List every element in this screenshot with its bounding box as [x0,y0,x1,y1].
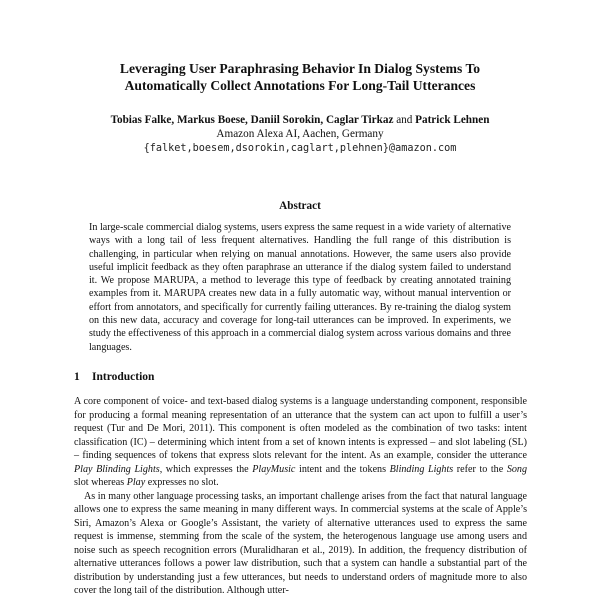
abstract-body [89,221,511,354]
authors-and: and [396,114,413,126]
intro-p1-text-f: expresses no slot. [145,477,219,488]
example-intent: PlayMusic [252,463,296,475]
abstract-heading: Abstract [279,200,321,212]
example-slot-tokens: Blinding Lights [389,463,454,475]
intro-p1-text-c: intent and the tokens [295,463,390,475]
authors-main: Tobias Falke, Markus Boese, Daniil Sorokin, Caglar Tirkaz [110,114,394,126]
author-emails: {falket,boesem,dsorokin,caglart,plehnen}@amazon.com [143,143,457,154]
section-title: Introduction [92,371,155,383]
authors-last: Patrick Lehnen [415,114,490,126]
intro-paragraph-2: As in many other language processing tasks, an important challenge arises from the fact that natural language allows one to express the same meaning in many different ways. In commercial systems at the scale of Apple’s Siri, Amazon’s Alexa or Google’s Assistant, the variety of alternative utterances used to express the same request is immense, stemming from the scale of the system, the heterogenous language use among users and noise such as speech recognition errors (Muralidharan et al., 2019). In addition, the frequency distribution of alternative utterances follows a power law distribution, such that a system can handle a substantial part of the distribution by understanding just a few utterances, but needs to understand orders of magnitude more to also cover the long tail of the distribution. Although utter- [74,490,527,596]
intro-p1-text-d: refer to the [453,463,507,475]
intro-p1-text-e: slot whereas [74,477,127,488]
abstract-text: In large-scale commercial dialog systems, users express the same request in a wide variety of alternative ways with a long tail of less frequent alternatives. Handling the full range of this distribution is challenging, in particular when relying on manual annotations. However, the same users also provide useful implicit feedback as they often paraphrase an utterance if the dialog system failed to understand it. We propose MARUPA, a method to leverage this type of feedback by creating annotated training examples from it. MARUPA creates new data in a fully automatic way, without manual intervention or effort from annotators, and specifically for currently failing utterances. By re-training the dialog system on this new data, accuracy and coverage for long-tail utterances can be improved. In experiments, we study the effectiveness of this approach in a commercial dialog system across various domains and three languages. [89,222,511,353]
affiliation: Amazon Alexa AI, Aachen, Germany [216,128,384,140]
title-line-1: Leveraging User Paraphrasing Behavior In Dialog Systems To [119,61,481,76]
intro-p1-text-a: A core component of voice- and text-based dialog systems is a language understanding component, responsible for producing a formal meaning representation of an utterance that the system can act upon to fulfill a user’s request (Tur and De Mori, 2011). This component is often modeled as the combination of two tasks: intent classification (IC) – determining which intent from a set of known intents is expressed – and slot labeling (SL) – finding sequences of tokens that express slots relevant for the intent. As an example, consider the utterance [74,396,527,461]
example-token-play: Play [126,477,146,488]
author-list [40,113,560,127]
section-heading-introduction [74,370,154,384]
paper-title [60,60,540,94]
title-line-2: Automatically Collect Annotations For Long-Tail Utterances [124,78,476,93]
example-utterance: Play Blinding Lights [74,463,160,475]
section-number: 1 [74,371,80,383]
intro-paragraph-1 [74,395,527,490]
example-slot-name: Song [506,463,527,475]
intro-p1-text-b: , which expresses the [159,463,253,475]
introduction-body [74,395,527,598]
